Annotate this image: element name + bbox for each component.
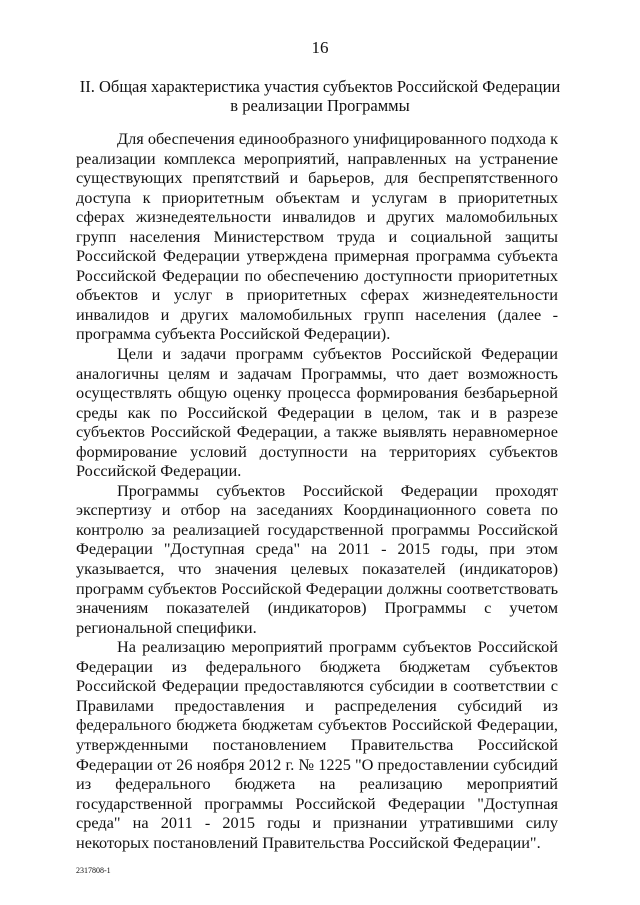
page-number: 16 <box>311 38 329 57</box>
paragraph: Для обеспечения единообразного унифицированного подхода к реализации комплекса мероприятий, направленных на устранение существующих препятствий и барьеров, для беспрепятственного доступа к приоритетным объектам и услугам в приоритетных сферах жизнедеятельности инвалидов и других маломобильных групп населения Министерством труда и социальной защиты Российской Федерации утверждена примерная программа субъекта Российской Федерации по обеспечению доступности приоритетных объектов и услуг в приоритетных сферах жизнедеятельности инвалидов и других маломобильных групп населения (далее - программа субъекта Российской Федерации). <box>76 129 558 344</box>
document-code: 2317808-1 <box>76 866 111 875</box>
section-title <box>78 77 562 115</box>
paragraph: На реализацию мероприятий программ субъектов Российской Федерации из федерального бюджета бюджетам субъектов Российской Федерации предоставляются субсидии в соответствии с Правилами предоставления и распределения субсидий из федерального бюджета бюджетам субъектов Российской Федерации, утвержденными постановлением Правительства Российской Федерации от 26 ноября 2012 г. № 1225 "О предоставлении субсидий из федерального бюджета на реализацию мероприятий государственной программы Российской Федерации "Доступная среда" на 2011 - 2015 годы и признании утратившими силу некоторых постановлений Правительства Российской Федерации". <box>76 637 558 852</box>
paragraph: Программы субъектов Российской Федерации проходят экспертизу и отбор на заседаниях Координационного совета по контролю за реализацией государственной программы Российской Федерации "Доступная среда" на 2011 - 2015 годы, при этом указывается, что значения целевых показателей (индикаторов) программ субъектов Российской Федерации должны соответствовать значениям показателей (индикаторов) Программы с учетом региональной специфики. <box>76 480 558 637</box>
section-title-line-2: в реализации Программы <box>230 96 410 115</box>
section-title-line-1: II. Общая характеристика участия субъектов Российской Федерации <box>79 77 561 96</box>
body-text <box>76 129 558 852</box>
paragraph: Цели и задачи программ субъектов Российской Федерации аналогичны целям и задачам Программы, что дает возможность осуществлять общую оценку процесса формирования безбарьерной среды как по Российской Федерации в целом, так и в разрезе субъектов Российской Федерации, а также выявлять неравномерное формирование условий доступности на территориях субъектов Российской Федерации. <box>76 344 558 481</box>
